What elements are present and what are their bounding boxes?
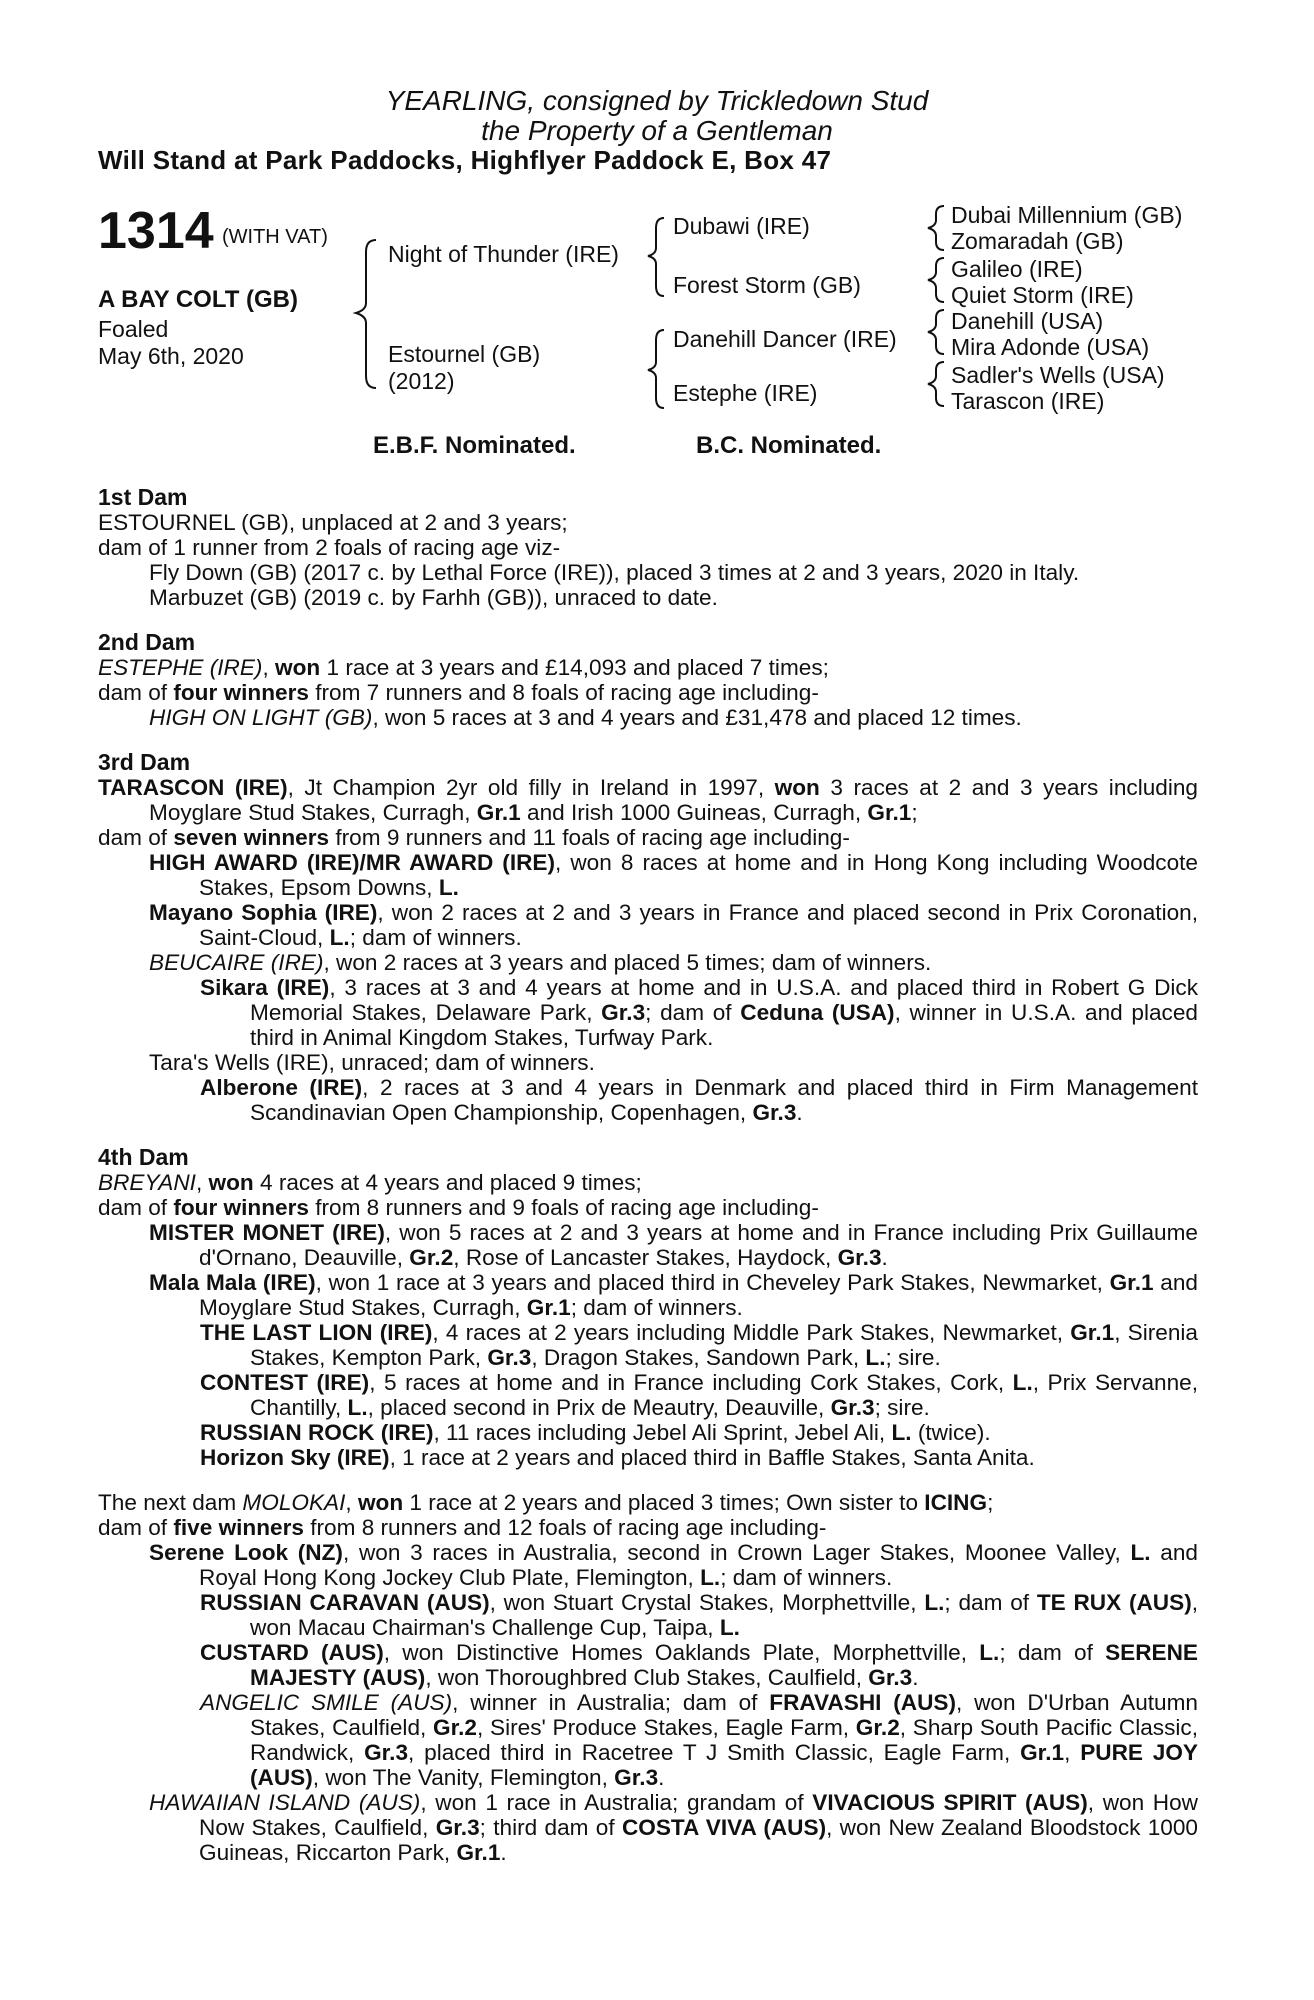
sire-dam-dam: Quiet Storm (IRE)	[951, 282, 1134, 308]
second-dam-produce-line: dam of four winners from 7 runners and 8 foals of racing age including-	[98, 680, 819, 705]
fourth-dam-grandprogeny: CONTEST (IRE), 5 races at home and in France including Cork Stakes, Cork, L., Prix Servanne, Chantilly, L., placed second in Prix de Meautry, Deauville, Gr.3; sire.	[200, 1370, 1198, 1420]
foaled-date: May 6th, 2020	[98, 343, 244, 369]
next-dam-produce-line: dam of five winners from 8 runners and 12 foals of racing age including-	[98, 1515, 827, 1540]
sire-sire: Dubawi (IRE)	[673, 213, 810, 239]
sire-sire-dam: Zomaradah (GB)	[951, 228, 1124, 254]
fourth-dam-grandprogeny: Horizon Sky (IRE), 1 race at 2 years and placed third in Baffle Stakes, Santa Anita.	[200, 1445, 1035, 1470]
lot-title: A BAY COLT (GB)	[98, 286, 299, 313]
second-dam-line: ESTEPHE (IRE), won 1 race at 3 years and £14,093 and placed 7 times;	[98, 655, 829, 680]
first-dam-progeny: Fly Down (GB) (2017 c. by Lethal Force (IRE)), placed 3 times at 2 and 3 years, 2020 in Italy.	[149, 560, 1080, 585]
dam-sire: Danehill Dancer (IRE)	[673, 326, 897, 352]
third-dam-progeny: HIGH AWARD (IRE)/MR AWARD (IRE), won 8 races at home and in Hong Kong including Woodcote Stakes, Epsom Downs, L.	[149, 850, 1199, 900]
fourth-dam-heading: 4th Dam	[98, 1144, 189, 1170]
next-dam-line: The next dam MOLOKAI, won 1 race at 2 years and placed 3 times; Own sister to ICING;	[98, 1490, 994, 1515]
fourth-dam-produce-line: dam of four winners from 8 runners and 9 foals of racing age including-	[98, 1195, 819, 1220]
next-dam-progeny: HAWAIIAN ISLAND (AUS), won 1 race in Australia; grandam of VIVACIOUS SPIRIT (AUS), won How Now Stakes, Caulfield, Gr.3; third dam of COSTA VIVA (AUS), won New Zealand Bloodstock 1000 Guineas, Riccarton Park, Gr.1.	[149, 1790, 1199, 1865]
ownership-line: the Property of a Gentleman	[481, 115, 833, 146]
dam-sire-dam: Mira Adonde (USA)	[951, 334, 1150, 360]
second-dam-heading: 2nd Dam	[98, 629, 196, 655]
third-dam-grandprogeny: Sikara (IRE), 3 races at 3 and 4 years at home and in U.S.A. and placed third in Robert G Dick Memorial Stakes, Delaware Park, Gr.3; dam of Ceduna (USA), winner in U.S.A. and placed third in Animal Kingdom Stakes, Turfway Park.	[200, 975, 1199, 1050]
dam-dam-sire: Sadler's Wells (USA)	[951, 362, 1165, 388]
ebf-nomination: E.B.F. Nominated.	[373, 432, 576, 459]
third-dam-progeny: Mayano Sophia (IRE), won 2 races at 2 and 3 years in France and placed second in Prix Coronation, Saint-Cloud, L.; dam of winners.	[149, 900, 1199, 950]
fourth-dam-line: BREYANI, won 4 races at 4 years and placed 9 times;	[98, 1170, 642, 1195]
next-dam-grandprogeny: CUSTARD (AUS), won Distinctive Homes Oaklands Plate, Morphettville, L.; dam of SERENE MAJESTY (AUS), won Thoroughbred Club Stakes, Caulfield, Gr.3.	[200, 1640, 1198, 1690]
catalogue-body	[98, 485, 1198, 1865]
lot-number: 1314	[98, 202, 214, 260]
third-dam-heading: 3rd Dam	[98, 749, 191, 775]
third-dam-produce-line: dam of seven winners from 9 runners and 11 foals of racing age including-	[98, 825, 850, 850]
sire-sire-sire: Dubai Millennium (GB)	[951, 202, 1183, 228]
next-dam-grandprogeny: ANGELIC SMILE (AUS), winner in Australia; dam of FRAVASHI (AUS), won D'Urban Autumn Stakes, Caulfield, Gr.2, Sires' Produce Stakes, Eagle Farm, Gr.2, Sharp South Pacific Classic, Randwick, Gr.3, placed third in Racetree T J Smith Classic, Eagle Farm, Gr.1, PURE JOY (AUS), won The Vanity, Flemington, Gr.3.	[200, 1690, 1198, 1790]
sire: Night of Thunder (IRE)	[388, 241, 619, 267]
fourth-dam-progeny: Mala Mala (IRE), won 1 race at 3 years and placed third in Cheveley Park Stakes, Newmarket, Gr.1 and Moyglare Stud Stakes, Curragh, Gr.1; dam of winners.	[149, 1270, 1198, 1320]
vat-note: (WITH VAT)	[222, 226, 328, 248]
third-dam-grandprogeny: Alberone (IRE), 2 races at 3 and 4 years in Denmark and placed third in Firm Management Scandinavian Open Championship, Copenhagen, Gr.3.	[200, 1075, 1198, 1125]
dam-sire-sire: Danehill (USA)	[951, 308, 1104, 334]
dam-dam: Estephe (IRE)	[673, 380, 818, 406]
fourth-dam-grandprogeny: THE LAST LION (IRE), 4 races at 2 years including Middle Park Stakes, Newmarket, Gr.1, Sirenia Stakes, Kempton Park, Gr.3, Dragon Stakes, Sandown Park, L.; sire.	[200, 1320, 1198, 1370]
stabling-line: Will Stand at Park Paddocks, Highflyer Paddock E, Box 47	[98, 145, 832, 175]
sire-dam-sire: Galileo (IRE)	[951, 256, 1083, 282]
consignment-line: YEARLING, consigned by Trickledown Stud	[385, 85, 929, 116]
first-dam-progeny: Marbuzet (GB) (2019 c. by Farhh (GB)), unraced to date.	[149, 585, 718, 610]
third-dam-progeny: BEUCAIRE (IRE), won 2 races at 3 years and placed 5 times; dam of winners.	[149, 950, 932, 975]
dam: Estournel (GB)	[388, 341, 541, 367]
foaled-label: Foaled	[98, 316, 169, 342]
bc-nomination: B.C. Nominated.	[696, 432, 882, 459]
next-dam-grandprogeny: RUSSIAN CARAVAN (AUS), won Stuart Crystal Stakes, Morphettville, L.; dam of TE RUX (AUS), won Macau Chairman's Challenge Cup, Taipa, L.	[200, 1590, 1198, 1640]
third-dam-line: TARASCON (IRE), Jt Champion 2yr old filly in Ireland in 1997, won 3 races at 2 and 3 years including Moyglare Stud Stakes, Curragh, Gr.1 and Irish 1000 Guineas, Curragh, Gr.1;	[98, 775, 1198, 825]
first-dam-heading: 1st Dam	[98, 484, 188, 510]
first-dam-produce-line: dam of 1 runner from 2 foals of racing age viz-	[98, 535, 561, 560]
first-dam-line: ESTOURNEL (GB), unplaced at 2 and 3 years;	[98, 510, 568, 535]
dam-dam-dam: Tarascon (IRE)	[951, 388, 1105, 414]
second-dam-progeny: HIGH ON LIGHT (GB), won 5 races at 3 and 4 years and £31,478 and placed 12 times.	[149, 705, 1022, 730]
third-dam-progeny: Tara's Wells (IRE), unraced; dam of winners.	[149, 1050, 595, 1075]
next-dam-progeny: Serene Look (NZ), won 3 races in Australia, second in Crown Lager Stakes, Moonee Valley, L. and Royal Hong Kong Jockey Club Plate, Flemington, L.; dam of winners.	[149, 1540, 1198, 1590]
fourth-dam-grandprogeny: RUSSIAN ROCK (IRE), 11 races including Jebel Ali Sprint, Jebel Ali, L. (twice).	[200, 1420, 991, 1445]
dam-foaling-year: (2012)	[388, 368, 455, 394]
fourth-dam-progeny: MISTER MONET (IRE), won 5 races at 2 and 3 years at home and in France including Prix Guillaume d'Ornano, Deauville, Gr.2, Rose of Lancaster Stakes, Haydock, Gr.3.	[149, 1220, 1198, 1270]
sire-dam: Forest Storm (GB)	[673, 272, 861, 298]
